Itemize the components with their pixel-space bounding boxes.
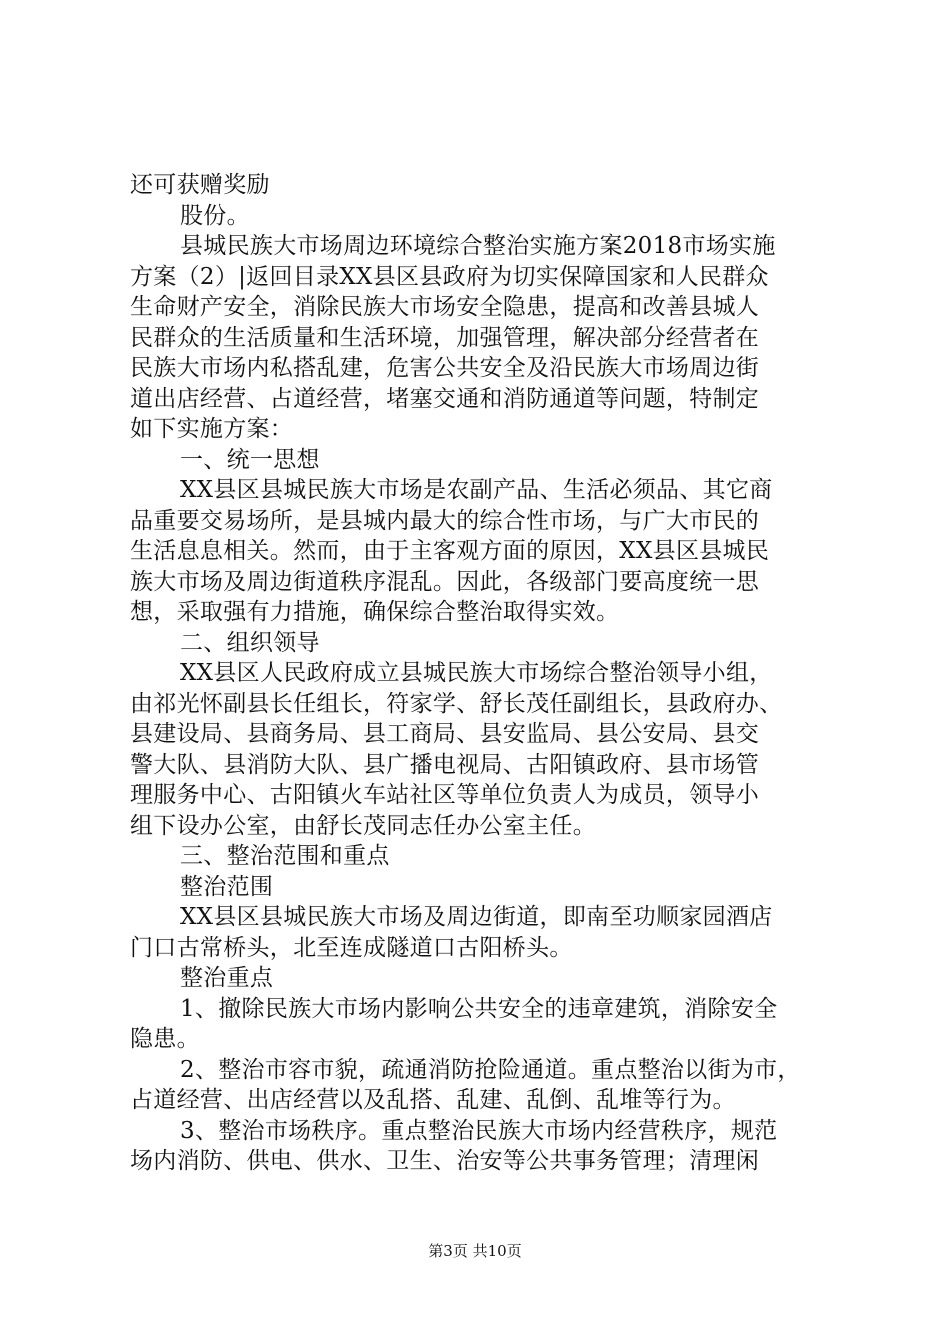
document-body [130,170,830,1177]
text-line: 二、组织领导 [180,629,320,656]
text-line: 组下设办公室，由舒长茂同志任办公室主任。 [130,812,596,839]
text-line: 股份。 [180,202,250,229]
text-line: 想，采取强有力措施，确保综合整治取得实效。 [130,599,620,625]
text-line: 场内消防、供电、供水、卫生、治安等公共事务管理；清理闲 [130,1148,760,1174]
text-line: 方案（2）|返回目录XX县区县政府为切实保障国家和人民群众 [130,263,769,290]
text-line: 民族大市场内私搭乱建，危害公共安全及沿民族大市场周边街 [130,355,760,381]
text-line: 一、统一思想 [180,446,320,473]
text-line: 1、撤除民族大市场内影响公共安全的违章建筑，消除安全 [180,995,778,1022]
text-line: 隐患。 [130,1026,200,1052]
text-line: 生活息息相关。然而，由于主客观方面的原因，XX县区县城民 [130,538,770,564]
text-line: 理服务中心、古阳镇火车站社区等单位负责人为成员，领导小 [130,782,760,808]
text-line: XX县区县城民族大市场是农副产品、生活必须品、其它商 [180,477,773,503]
text-line: 整治范围 [180,873,274,900]
text-line: 品重要交易场所，是县城内最大的综合性市场，与广大市民的 [130,507,760,534]
text-line: XX县区县城民族大市场及周边街道，即南至功顺家园酒店 [180,904,773,930]
text-line: XX县区人民政府成立县城民族大市场综合整治领导小组， [180,660,773,686]
text-line: 如下实施方案： [130,416,294,442]
text-line: 整治重点 [180,965,274,991]
text-line: 2、整治市容市貌，疏通消防抢险通道。重点整治以街为市， [180,1056,801,1083]
text-line: 生命财产安全，消除民族大市场安全隐患，提高和改善县城人 [130,294,760,320]
text-line: 由祁光怀副县长任组长，符家学、舒长茂任副组长，县政府办、 [130,690,783,717]
text-line: 门口古常桥头，北至连成隧道口古阳桥头。 [130,934,573,961]
text-line: 警大队、县消防大队、县广播电视局、古阳镇政府、县市场管 [130,751,760,778]
text-line: 还可获赠奖励 [130,172,270,198]
text-line: 民群众的生活质量和生活环境，加强管理，解决部分经营者在 [130,324,760,351]
text-line: 族大市场及周边街道秩序混乱。因此，各级部门要高度统一思 [130,568,760,595]
text-line: 占道经营、出店经营以及乱搭、乱建、乱倒、乱堆等行为。 [130,1087,736,1113]
page-number-footer: 第3页 共10页 [428,1242,522,1260]
text-line: 县城民族大市场周边环境综合整治实施方案2018市场实施 [180,233,776,259]
text-line: 三、整治范围和重点 [180,843,390,869]
text-line: 县建设局、县商务局、县工商局、县安监局、县公安局、县交 [130,721,760,747]
text-line: 道出店经营、占道经营，堵塞交通和消防通道等问题，特制定 [130,385,760,412]
text-line: 3、整治市场秩序。重点整治民族大市场内经营秩序，规范 [180,1117,778,1144]
